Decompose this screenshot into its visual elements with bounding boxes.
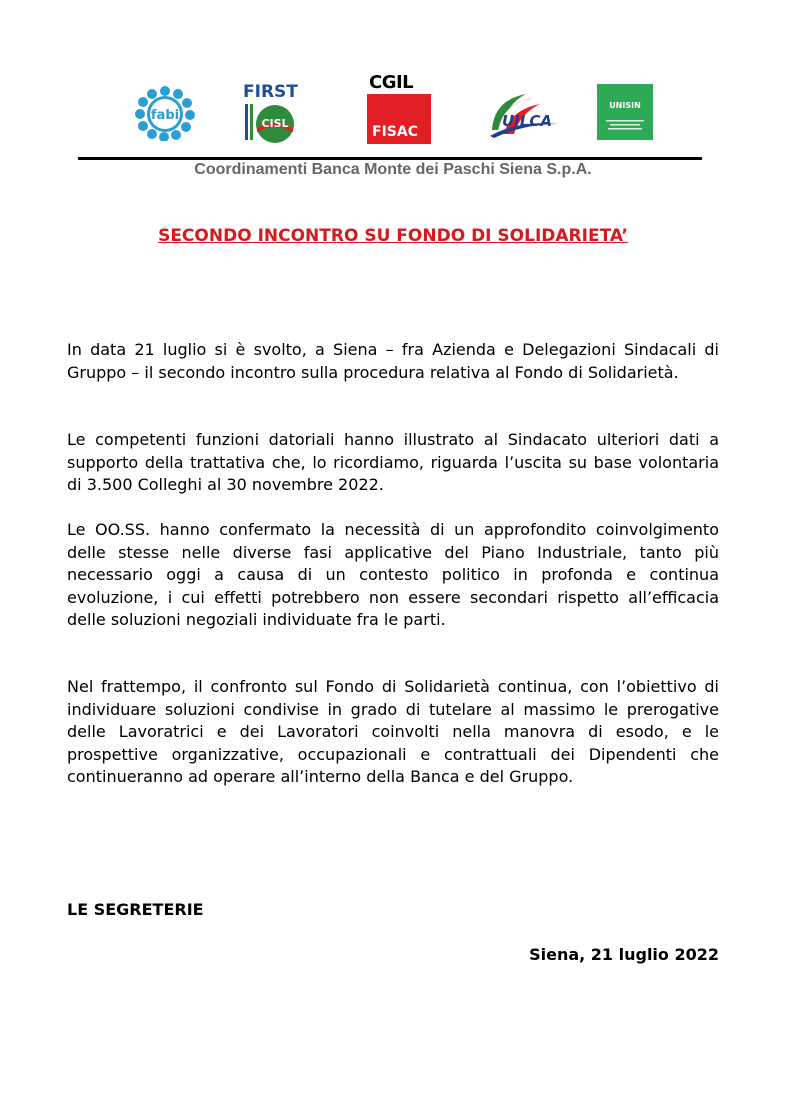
header-divider (78, 157, 702, 160)
body-paragraph: Nel frattempo, il confronto sul Fondo di Solidarietà continua, con l’obiettivo di individuare soluzioni condivise in grado di tutelare al massimo le prerogative delle Lavoratrici e dei Lavoratori coinvolti nella manovra di esodo, e le prospettive organizzative, occupazionali e contrattuali dei Dipendenti che continueranno ad operare all’interno della Banca e del Gruppo. (67, 677, 719, 786)
unisin-logo (597, 84, 653, 140)
cisl-emblem-icon (255, 104, 295, 144)
signature: LE SEGRETERIE (67, 900, 204, 919)
fabi-logo-text: fabi (150, 108, 180, 123)
place-and-date: Siena, 21 luglio 2022 (529, 945, 719, 964)
fisac-logo-text: FISAC (372, 124, 418, 140)
document-title: SECONDO INCONTRO SU FONDO DI SOLIDARIETA’ (158, 226, 628, 246)
organization-name: Coordinamenti Banca Monte dei Paschi Siena S.p.A. (194, 161, 592, 178)
fabi-logo (132, 85, 198, 141)
body-paragraph: In data 21 luglio si è svolto, a Siena – fra Azienda e Delegazioni Sindacali di Gruppo – il secondo incontro sulla procedura relativa al Fondo di Solidarietà. (67, 340, 719, 382)
cgil-logo-text: CGIL (369, 72, 414, 93)
body-paragraph: Le OO.SS. hanno confermato la necessità di un approfondito coinvolgimento delle stesse nelle diverse fasi applicative del Piano Industriale, tanto più necessario oggi a causa di un contesto politico in profonda e continua evoluzione, i cui effetti potrebbero non essere secondari rispetto all’efficacia delle soluzioni negoziali individuate fra le parti. (67, 520, 719, 629)
first-bars-icon (245, 104, 253, 140)
first-cisl-logo (240, 82, 312, 144)
cisl-logo-text: CISL (261, 117, 289, 130)
first-logo-text: FIRST (243, 82, 298, 102)
body-paragraph: Le competenti funzioni datoriali hanno illustrato al Sindacato ulteriori dati a supporto della trattativa che, lo ricordiamo, riguarda l’uscita su base volontaria di 3.500 Colleghi al 30 novembre 2022. (67, 430, 719, 494)
cgil-fisac-logo (367, 72, 431, 144)
unisin-subtext-lines (606, 120, 644, 130)
uilca-logo (488, 90, 564, 138)
uilca-logo-text: UILCA (502, 112, 552, 130)
unisin-logo-text: UNISIN (609, 101, 641, 110)
